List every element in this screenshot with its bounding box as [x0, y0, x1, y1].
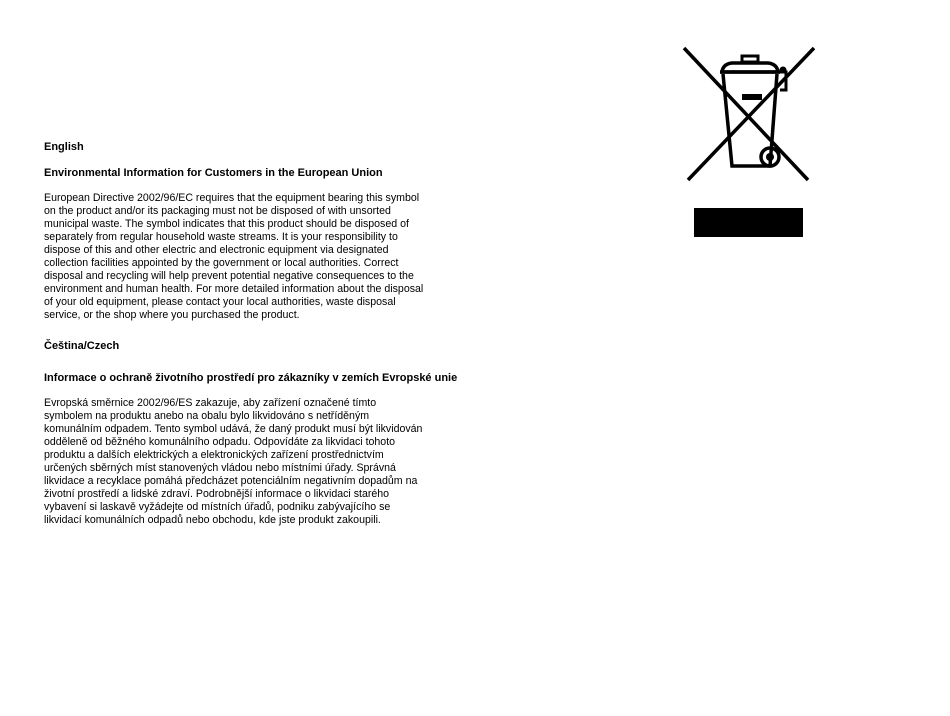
text-line: municipal waste. The symbol indicates that this product should be disposed of [44, 218, 409, 230]
text-line: produktu a dalších elektrických a elektronických zařízení prostřednictvím [44, 449, 384, 461]
solid-black-bar [694, 208, 803, 237]
text-line: European Directive 2002/96/EC requires that the equipment bearing this symbol [44, 192, 420, 204]
language-heading-english: English [44, 141, 84, 153]
language-heading-czech: Čeština/Czech [44, 340, 120, 352]
text-line: on the product and/or its packaging must not be disposed of with unsorted [44, 205, 391, 217]
text-line: komunálním odpadem. Tento symbol udává, že daný produkt musí být likvidován [44, 423, 423, 435]
text-line: odděleně od běžného komunálního odpadu. Odpovídáte za likvidaci tohoto [44, 436, 396, 448]
text-line: collection facilities appointed by the government or local authorities. Correct [44, 257, 399, 269]
text-column [44, 141, 462, 539]
crossed-out-wheeled-bin-icon [676, 44, 822, 184]
text-line: likvidací komunálních odpadů nebo obchodu, kde jste produkt zakoupili. [44, 514, 381, 526]
text-line: environment and human health. For more detailed information about the disposal [44, 283, 424, 295]
text-line: vybavení si laskavě vyžádejte od místních úřadů, podniku zabývajícího se [44, 501, 391, 513]
text-line: dispose of this and other electric and electronic equipment via designated [44, 244, 389, 256]
text-line: symbolem na produktu anebo na obalu bylo likvidováno s netříděným [44, 410, 370, 422]
text-line: životní prostředí a lidské zdraví. Podrobnější informace o likvidaci starého [44, 488, 390, 500]
section-title-english: Environmental Information for Customers in the European Union [44, 167, 383, 179]
text-line: disposal and recycling will help prevent potential negative consequences to the [44, 270, 414, 282]
text-line: likvidace a recyklace pomáhá předcházet potenciálním negativním dopadům na [44, 475, 418, 487]
text-line: separately from regular household waste streams. It is your responsibility to [44, 231, 398, 243]
paragraph-czech [44, 397, 462, 527]
section-title-czech: Informace o ochraně životního prostředí pro zákazníky v zemích Evropské unie [44, 372, 458, 384]
text-line: Evropská směrnice 2002/96/ES zakazuje, aby zařízení označené tímto [44, 397, 377, 409]
paragraph-english [44, 192, 462, 322]
text-line: service, or the shop where you purchased the product. [44, 309, 300, 321]
text-line: určených sběrných míst stanovených vládou nebo místními úřady. Správná [44, 462, 396, 474]
text-line: of your old equipment, please contact your local authorities, waste disposal [44, 296, 396, 308]
